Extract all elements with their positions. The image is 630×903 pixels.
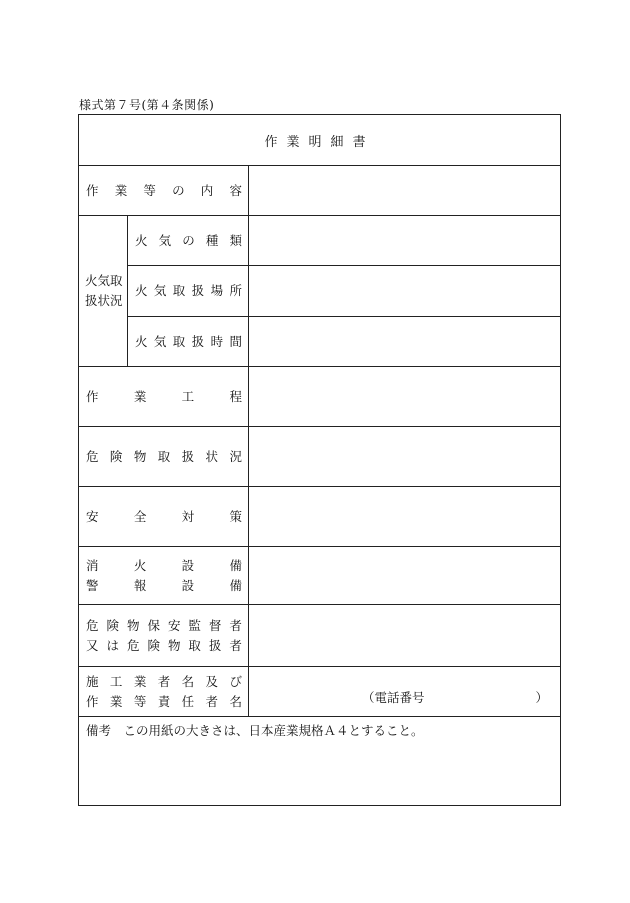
label-char: 扱 [191, 333, 205, 349]
label-char: 名 [181, 673, 195, 689]
label-char: 作 [86, 182, 99, 198]
remarks: 備考 この用紙の大きさは、日本産業規格Ａ４とすること。 [79, 717, 561, 806]
label-char: 業 [133, 673, 147, 689]
label-char: 状 [205, 448, 219, 464]
label-char: 監 [188, 617, 201, 633]
label-char: 程 [229, 388, 242, 404]
label-char: 取 [188, 637, 201, 653]
label-char: 業 [114, 182, 128, 198]
label-char: 業 [109, 693, 123, 709]
label-hazmat-text [86, 447, 242, 467]
label-char: 況 [229, 448, 242, 464]
label-fire-type [128, 216, 249, 266]
field-safety[interactable] [249, 487, 561, 547]
label-contractor-line2 [86, 692, 242, 712]
label-char: 者 [157, 673, 171, 689]
label-work-process [79, 367, 249, 427]
label-char: 安 [86, 508, 99, 524]
label-fire-handling [79, 216, 128, 367]
label-char: 者 [229, 617, 242, 633]
label-char: 火 [135, 333, 148, 349]
label-char: 備 [229, 577, 242, 593]
label-char: は [106, 637, 119, 653]
label-fire-time-text [135, 332, 242, 352]
label-char: 又 [86, 637, 99, 653]
field-hazmat[interactable] [249, 427, 561, 487]
label-char: 種 [205, 232, 219, 248]
label-work-process-text [86, 387, 242, 407]
label-char: 取 [172, 333, 186, 349]
label-char: 対 [181, 508, 195, 524]
label-char: 及 [205, 673, 219, 689]
label-char: 物 [133, 448, 147, 464]
label-supervisor [79, 605, 249, 667]
field-work-process[interactable] [249, 367, 561, 427]
label-char: び [229, 673, 242, 689]
label-char: 内 [200, 182, 214, 198]
label-char: 備 [229, 557, 242, 573]
label-char: 取 [157, 448, 171, 464]
field-fire-type[interactable] [249, 216, 561, 266]
label-char: 火 [135, 283, 148, 298]
label-char: 者 [205, 693, 219, 709]
label-char: 消 [86, 557, 99, 573]
label-char: 施 [86, 673, 99, 689]
label-contractor-line1 [86, 672, 242, 692]
label-char: 等 [143, 182, 156, 198]
label-work-content [79, 166, 249, 216]
field-work-content[interactable] [249, 166, 561, 216]
label-char: 策 [229, 508, 242, 524]
label-safety-text [86, 507, 242, 527]
label-fire-time [128, 317, 249, 367]
label-contractor [79, 667, 249, 717]
label-char: 工 [109, 673, 123, 689]
label-char: 扱 [191, 283, 205, 298]
label-char: 気 [158, 232, 172, 248]
label-char: 物 [126, 617, 140, 633]
label-char: 設 [181, 557, 195, 573]
label-char: 物 [167, 637, 181, 653]
label-char: 容 [229, 182, 242, 198]
label-char: 全 [133, 508, 147, 524]
label-char: 作 [86, 388, 99, 404]
label-char: 設 [181, 577, 195, 593]
form-title: 作業明細書 [79, 115, 561, 166]
label-fire-handling-line1: 火気取 [85, 273, 123, 288]
label-char: 危 [86, 448, 99, 464]
label-char: 扱 [181, 448, 195, 464]
label-char: の [182, 232, 195, 248]
label-char: 火 [133, 557, 147, 573]
label-hazmat [79, 427, 249, 487]
label-char: 警 [86, 577, 99, 593]
label-fire-place [128, 266, 249, 317]
label-char: 気 [153, 333, 167, 349]
label-safety [79, 487, 249, 547]
label-char: 火 [135, 232, 148, 248]
label-char: 時 [210, 333, 224, 349]
field-fire-time[interactable] [249, 317, 561, 367]
label-char: 督 [208, 617, 222, 633]
label-char: 険 [147, 637, 160, 653]
label-fire-equipment [79, 547, 249, 605]
label-char: 危 [126, 637, 140, 653]
label-char: 所 [229, 283, 242, 298]
label-fire-handling-line2: 扱状況 [85, 293, 123, 308]
label-extinguisher-text [86, 556, 242, 576]
label-char: 工 [181, 388, 195, 404]
form-number: 様式第７号(第４条関係) [79, 98, 215, 112]
label-char: 類 [229, 232, 242, 248]
label-char: 険 [106, 617, 119, 633]
label-char: 業 [133, 388, 147, 404]
label-char: の [172, 182, 185, 198]
phone-close: ） [535, 690, 549, 705]
label-fire-place-text [135, 281, 242, 301]
work-detail-form [78, 114, 561, 806]
label-char: 安 [167, 617, 181, 633]
label-char: 者 [229, 637, 242, 653]
label-fire-type-text [135, 231, 242, 251]
label-work-content-text [86, 181, 242, 201]
label-char: 間 [229, 333, 242, 349]
label-char: 扱 [208, 637, 222, 653]
phone-open: （電話番号 [362, 690, 425, 705]
label-char: 名 [229, 693, 242, 709]
label-char: 等 [133, 693, 147, 709]
label-char: 保 [147, 617, 160, 633]
label-supervisor-line2 [86, 636, 242, 656]
label-alarm-text [86, 576, 242, 596]
field-fire-place[interactable] [249, 266, 561, 317]
label-char: 任 [181, 693, 195, 709]
label-char: 責 [157, 693, 171, 709]
label-char: 険 [109, 448, 123, 464]
label-char: 場 [210, 283, 224, 298]
label-char: 危 [86, 617, 99, 633]
field-supervisor[interactable] [249, 605, 561, 667]
field-fire-equipment[interactable] [249, 547, 561, 605]
label-supervisor-line1 [86, 616, 242, 636]
label-char: 報 [133, 577, 147, 593]
label-char: 取 [172, 283, 186, 298]
label-char: 作 [86, 693, 99, 709]
label-char: 気 [153, 283, 167, 298]
field-contractor[interactable] [249, 667, 561, 717]
